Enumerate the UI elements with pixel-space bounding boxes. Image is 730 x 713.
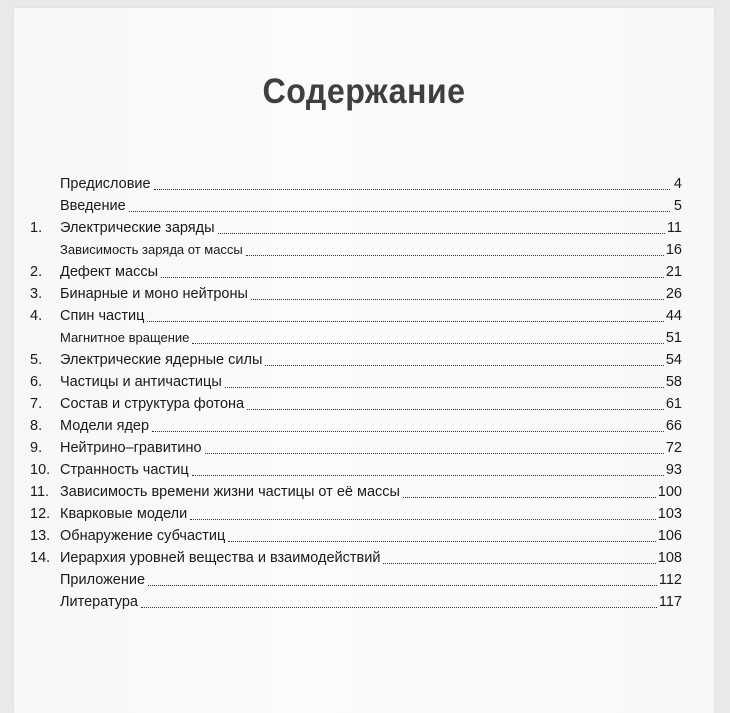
dot-leader bbox=[228, 525, 655, 547]
toc-page-number: 11 bbox=[666, 220, 682, 236]
toc-entry bbox=[30, 437, 682, 459]
dot-leader bbox=[148, 569, 657, 591]
toc-number: 12. bbox=[30, 506, 51, 522]
toc-number: 13. bbox=[30, 528, 51, 544]
dot-leader bbox=[192, 327, 663, 349]
toc-number: 9. bbox=[30, 440, 43, 456]
toc-entry bbox=[30, 393, 682, 415]
dot-leader bbox=[218, 217, 665, 239]
toc-number: 3. bbox=[30, 286, 43, 302]
dot-leader bbox=[154, 173, 670, 195]
toc-page-number: 112 bbox=[658, 572, 682, 588]
toc-page-number: 21 bbox=[665, 264, 682, 280]
toc-page-number: 72 bbox=[665, 440, 682, 456]
toc-title: Дефект массы bbox=[60, 264, 159, 280]
toc-page-number: 117 bbox=[658, 594, 682, 610]
toc-title: Бинарные и моно нейтроны bbox=[60, 286, 248, 302]
toc-page-number: 4 bbox=[673, 176, 682, 192]
toc-title: Зависимость заряда от массы bbox=[60, 242, 243, 257]
dot-leader bbox=[383, 547, 655, 569]
toc-title: Обнаружение субчастиц bbox=[60, 528, 226, 544]
toc-entry bbox=[30, 415, 682, 437]
dot-leader bbox=[225, 371, 664, 393]
page-title: Содержание bbox=[262, 72, 466, 111]
toc-entry bbox=[30, 503, 682, 525]
toc-page-number: 66 bbox=[665, 418, 682, 434]
toc-number: 7. bbox=[30, 396, 43, 412]
toc-number: 8. bbox=[30, 418, 43, 434]
dot-leader bbox=[247, 393, 664, 415]
toc-page-number: 93 bbox=[665, 462, 682, 478]
toc-number: 2. bbox=[30, 264, 43, 280]
toc-title: Литература bbox=[60, 594, 138, 610]
toc-title: Модели ядер bbox=[60, 418, 150, 434]
toc-entry bbox=[30, 349, 682, 371]
toc-entry bbox=[30, 547, 682, 569]
toc-entry bbox=[30, 261, 682, 283]
dot-leader bbox=[246, 239, 664, 261]
toc-page-number: 106 bbox=[657, 528, 682, 544]
toc-page-number: 100 bbox=[657, 484, 682, 500]
toc-page-number: 54 bbox=[665, 352, 682, 368]
dot-leader bbox=[129, 195, 670, 217]
toc-title: Нейтрино–гравитино bbox=[60, 440, 202, 456]
toc-entry bbox=[30, 305, 682, 327]
toc-entry bbox=[30, 283, 682, 305]
dot-leader bbox=[190, 503, 656, 525]
toc-number: 10. bbox=[30, 462, 51, 478]
toc-entry bbox=[30, 327, 682, 349]
toc-entry bbox=[30, 217, 682, 239]
toc-number: 5. bbox=[30, 352, 43, 368]
toc-entry bbox=[30, 371, 682, 393]
toc-page-number: 103 bbox=[657, 506, 682, 522]
toc-title: Странность частиц bbox=[60, 462, 189, 478]
dot-leader bbox=[147, 305, 663, 327]
toc-page-number: 58 bbox=[665, 374, 682, 390]
toc-number: 6. bbox=[30, 374, 43, 390]
toc-number: 4. bbox=[30, 308, 43, 324]
dot-leader bbox=[205, 437, 664, 459]
toc-page-number: 51 bbox=[665, 330, 682, 346]
dot-leader bbox=[161, 261, 664, 283]
toc-number: 1. bbox=[30, 220, 43, 236]
toc-title: Предисловие bbox=[60, 176, 151, 192]
toc-entry bbox=[30, 195, 682, 217]
toc-title: Введение bbox=[60, 198, 126, 214]
toc-title: Зависимость времени жизни частицы от её массы bbox=[60, 484, 400, 500]
dot-leader bbox=[251, 283, 664, 305]
toc-number: 11. bbox=[30, 484, 50, 500]
toc-title: Спин частиц bbox=[60, 308, 145, 324]
dot-leader bbox=[265, 349, 663, 371]
toc-entry bbox=[30, 173, 682, 195]
toc-page-number: 44 bbox=[665, 308, 682, 324]
toc-title: Электрические заряды bbox=[60, 220, 215, 236]
toc-title: Кварковые модели bbox=[60, 506, 188, 522]
toc-page-number: 16 bbox=[665, 242, 682, 258]
toc-page-number: 5 bbox=[673, 198, 682, 214]
toc-title: Магнитное вращение bbox=[60, 330, 190, 345]
toc-entry bbox=[30, 569, 682, 591]
dot-leader bbox=[141, 591, 657, 613]
toc-title: Электрические ядерные силы bbox=[60, 352, 263, 368]
toc-entry bbox=[30, 525, 682, 547]
dot-leader bbox=[192, 459, 664, 481]
toc-title: Приложение bbox=[60, 572, 146, 588]
toc-entry bbox=[30, 591, 682, 613]
toc-title: Состав и структура фотона bbox=[60, 396, 245, 412]
dot-leader bbox=[403, 481, 656, 503]
toc-page-number: 108 bbox=[657, 550, 682, 566]
toc-title: Иерархия уровней вещества и взаимодействий bbox=[60, 550, 381, 566]
toc-number: 14. bbox=[30, 550, 51, 566]
toc-page-number: 61 bbox=[665, 396, 682, 412]
dot-leader bbox=[152, 415, 664, 437]
toc-page-number: 26 bbox=[665, 286, 682, 302]
toc-title: Частицы и античастицы bbox=[60, 374, 222, 390]
toc-entry bbox=[30, 481, 682, 503]
toc-entry bbox=[30, 239, 682, 261]
toc-entry bbox=[30, 459, 682, 481]
